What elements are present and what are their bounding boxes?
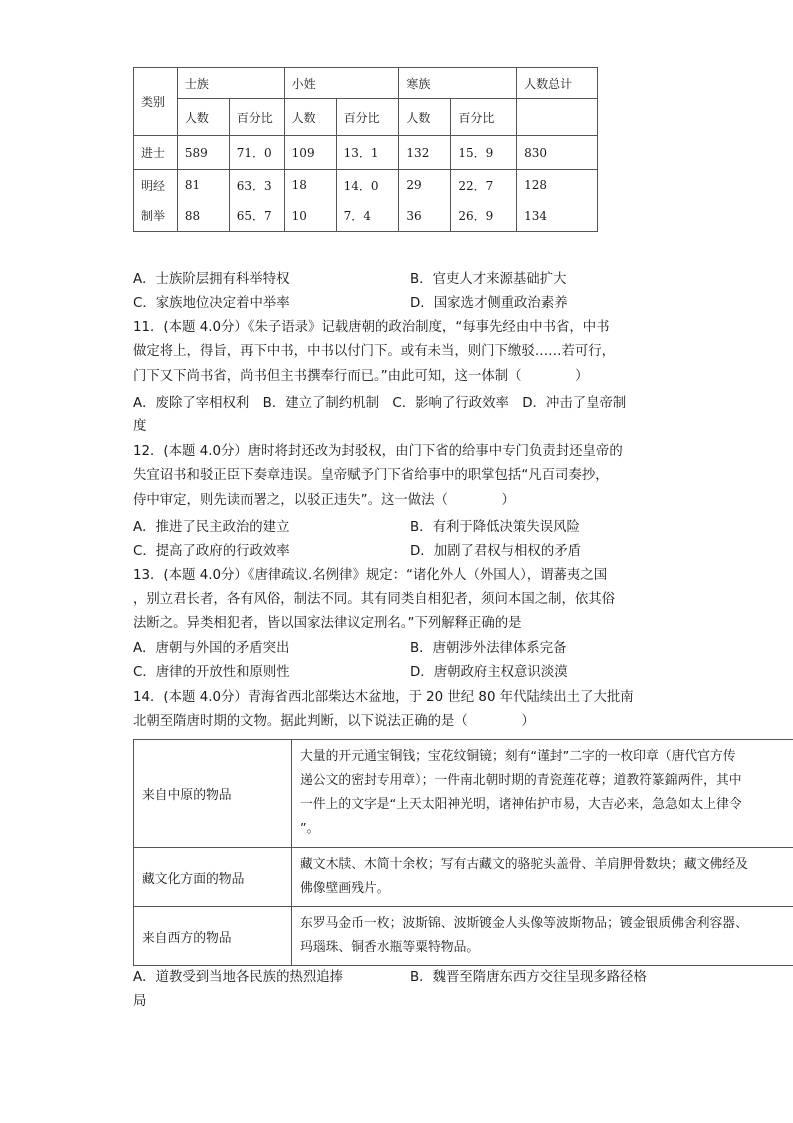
row-label: 来自中原的物品: [134, 740, 292, 848]
table-cell: 18: [284, 170, 336, 201]
table-cell: 830: [517, 136, 598, 170]
sub-header: 百分比: [336, 99, 399, 136]
table-row: [134, 201, 598, 232]
table-row: [134, 740, 793, 848]
table-cell: 26．9: [451, 201, 517, 232]
q13-stem-line: 法断之。异类相犯者，皆以国家法律议定刑名。”下列解释正确的是: [133, 616, 522, 631]
row-content: [292, 907, 793, 966]
table-cell: 22．7: [451, 170, 517, 201]
q13-option-c[interactable]: C．唐律的开放性和原则性: [133, 665, 290, 680]
row-label: 明经: [134, 170, 178, 201]
table-cell: 14．0: [336, 170, 399, 201]
content-line: 玛瑙珠、铜香水瓶等粟特物品。: [300, 939, 480, 955]
group-header: 人数总计: [517, 68, 598, 99]
row-content: [292, 848, 793, 907]
table-row: [134, 848, 793, 907]
q11-stem-line: 做定将上，得旨，再下中书，中书以付门下。或有未当，则门下缴驳……若可行，: [133, 344, 616, 359]
empty-cell: [517, 99, 598, 136]
q12-option-d[interactable]: D．加剧了君权与相权的矛盾: [410, 544, 581, 559]
content-line: 递公文的密封专用章）；一件南北朝时期的青瓷莲花尊；道教符篆錦两件，其中: [300, 773, 742, 788]
table-cell: 81: [177, 170, 229, 201]
q12-option-c[interactable]: C．提高了政府的行政效率: [133, 544, 290, 559]
table-cell: 10: [284, 201, 336, 232]
content-line: 佛像壁画残片。: [300, 880, 390, 896]
group-header: 小姓: [284, 68, 399, 99]
sub-header: 百分比: [451, 99, 517, 136]
artifacts-table: [133, 739, 793, 966]
q14-stem-line: 14．(本题 4.0分）青海省西北部柴达木盆地，于 20 世纪 80 年代陆续出土了大批南: [133, 690, 634, 705]
category-header: 类别: [134, 68, 178, 136]
row-label: 进士: [134, 136, 178, 170]
statistics-table: [133, 67, 598, 232]
q13-option-b[interactable]: B．唐朝涉外法律体系完备: [410, 641, 567, 656]
content-line: 东罗马金币一枚；波斯锦、波斯镀金人头像等波斯物品；镀金银质佛舍利容器、: [300, 915, 748, 931]
table-cell: 29: [399, 170, 451, 201]
table-cell: 7．4: [336, 201, 399, 232]
q14-option-a[interactable]: A．道教受到当地各民族的热烈追捧: [133, 970, 344, 985]
sub-header: 人数: [284, 99, 336, 136]
table-cell: 88: [177, 201, 229, 232]
q14-stem-line: 北朝至隋唐时期的文物。据此判断，以下说法正确的是（ ）: [133, 714, 535, 729]
sub-header: 人数: [399, 99, 451, 136]
q12-stem-line: 失宜诏书和驳正臣下奏章违误。皇帝赋予门下省给事中的职掌包括“凡百司奏抄，: [133, 468, 609, 483]
q11-stem-line: 门下又下尚书省，尚书但主书撰奉行而已。”由此可知，这一体制（ ）: [133, 369, 589, 384]
table-cell: 13．1: [336, 136, 399, 170]
table-cell: 65．7: [229, 201, 284, 232]
table-cell: 132: [399, 136, 451, 170]
row-label: 来自西方的物品: [134, 907, 292, 966]
q10-option-c[interactable]: C．家族地位决定着中举率: [133, 296, 290, 311]
q10-option-a[interactable]: A．士族阶层拥有科举特权: [133, 272, 290, 287]
table-cell: 128: [517, 170, 598, 201]
group-header: 士族: [177, 68, 284, 99]
content-line: ”。: [300, 821, 320, 836]
table-row: [134, 170, 598, 201]
table-cell: 134: [517, 201, 598, 232]
q13-option-a[interactable]: A．唐朝与外国的矛盾突出: [133, 641, 290, 656]
row-label: 制举: [134, 201, 178, 232]
q10-option-d[interactable]: D．国家选才侧重政治素养: [410, 296, 568, 311]
q12-option-b[interactable]: B．有利于降低决策失误风险: [410, 520, 580, 535]
q11-options-wrap: 度: [133, 419, 147, 434]
q12-stem-line: 12．(本题 4.0分）唐时将封还改为封驳权，由门下省的给事中专门负责封还皇帝的: [133, 444, 623, 459]
table-cell: 36: [399, 201, 451, 232]
content-line: 一件上的文字是“上天太阳神光明，诸神佑护市易，大吉必来，急急如太上律令: [300, 797, 742, 812]
table-cell: 63．3: [229, 170, 284, 201]
q13-stem-line: 13．(本题 4.0分）《唐律疏议.名例律》规定：“诸化外人（外国人），谓蕃夷之国: [133, 568, 608, 583]
row-label: 藏文化方面的物品: [134, 848, 292, 907]
sub-header: 人数: [177, 99, 229, 136]
q14-option-wrap: 局: [133, 994, 147, 1009]
table-row: [134, 136, 598, 170]
q10-option-b[interactable]: B．官吏人才来源基础扩大: [410, 272, 567, 287]
q13-option-d[interactable]: D．唐朝政府主权意识淡漠: [410, 665, 568, 680]
table-cell: 15．9: [451, 136, 517, 170]
content-line: 大量的开元通宝铜钱；宝花纹铜镜；刻有“谨封”二字的一枚印章（唐代官方传: [300, 749, 736, 764]
q14-option-b[interactable]: B．魏晋至隋唐东西方交往呈现多路径格: [410, 970, 647, 985]
table-row: [134, 907, 793, 966]
q12-option-a[interactable]: A．推进了民主政治的建立: [133, 520, 290, 535]
q13-stem-line: ，别立君长者，各有风俗，制法不同。其有同类自相犯者，须问本国之制，依其俗: [133, 592, 616, 607]
q11-options[interactable]: A．废除了宰相权利 B．建立了制约机制 C．影响了行政效率 D．冲击了皇帝制: [133, 396, 627, 411]
table-cell: 589: [177, 136, 229, 170]
content-line: 藏文木牍、木简十余枚；写有古藏文的骆驼头盖骨、羊肩胛骨数块；藏文佛经及: [300, 856, 748, 872]
group-header: 寒族: [399, 68, 517, 99]
sub-header: 百分比: [229, 99, 284, 136]
table-cell: 71．0: [229, 136, 284, 170]
q12-stem-line: 侍中审定，则先读而署之，以驳正违失”。这一做法（ ）: [133, 493, 515, 508]
row-content: [292, 740, 793, 848]
q11-stem-line: 11．(本题 4.0分）《朱子语录》记载唐朝的政治制度，“每事先经由中书省，中书: [133, 320, 610, 335]
table-cell: 109: [284, 136, 336, 170]
